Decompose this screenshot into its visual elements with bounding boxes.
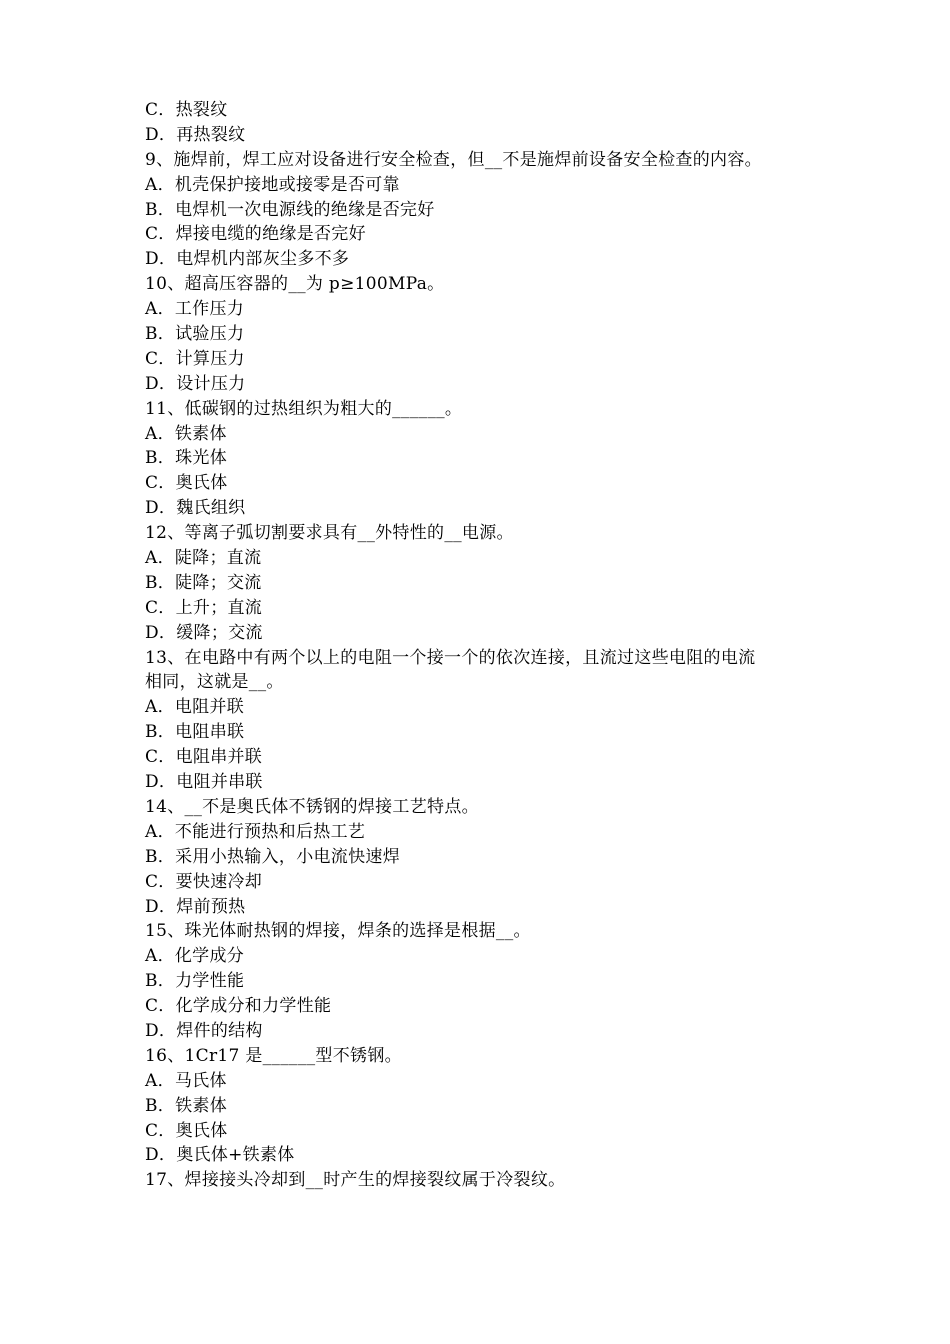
answer-option: D．魏氏组织 [145,498,246,519]
answer-option: B．力学性能 [145,971,245,992]
question-text: 13、在电路中有两个以上的电阻一个接一个的依次连接，且流过这些电阻的电流 [145,647,756,668]
question-text: 16、1Cr17 是______型不锈钢。 [145,1045,402,1066]
answer-option: A．机壳保护接地或接零是否可靠 [145,174,400,195]
question-text: 14、__不是奥氏体不锈钢的焊接工艺特点。 [145,796,479,817]
answer-option: D．再热裂纹 [145,124,246,145]
answer-option: C．奥氏体 [145,1120,228,1141]
question-text: 9、施焊前，焊工应对设备进行安全检查，但__不是施焊前设备安全检查的内容。 [145,149,762,170]
question-text: 17、焊接接头冷却到__时产生的焊接裂纹属于冷裂纹。 [145,1170,566,1191]
answer-option: B．铁素体 [145,1095,227,1116]
answer-option: D．电焊机内部灰尘多不多 [145,249,350,270]
answer-option: C．电阻串并联 [145,747,263,768]
answer-option: C．计算压力 [145,348,245,369]
question-text: 10、超高压容器的__为 p≥100MPa。 [145,274,445,295]
answer-option: B．陡降；交流 [145,572,262,593]
answer-option: A．电阻并联 [145,697,245,718]
answer-option: A．工作压力 [145,299,245,320]
answer-option: B．采用小热输入，小电流快速焊 [145,846,400,867]
answer-option: B．电焊机一次电源线的绝缘是否完好 [145,199,435,220]
question-text: 12、等离子弧切割要求具有__外特性的__电源。 [145,523,514,544]
answer-option: A．铁素体 [145,423,227,444]
answer-option: C．焊接电缆的绝缘是否完好 [145,224,366,245]
answer-option: D．电阻并串联 [145,772,263,793]
answer-option: D．焊前预热 [145,896,246,917]
answer-option: C．热裂纹 [145,100,228,120]
answer-option: C．要快速冷却 [145,871,263,892]
answer-option: D．设计压力 [145,373,246,394]
answer-option: A．陡降；直流 [145,548,262,569]
question-text: 相同，这就是__。 [145,672,284,693]
answer-option: D．焊件的结构 [145,1020,263,1041]
answer-option: B．试验压力 [145,324,245,345]
answer-option: D．缓降；交流 [145,622,263,643]
answer-option: A．化学成分 [145,946,245,967]
answer-option: B．电阻串联 [145,722,245,743]
answer-option: C．上升；直流 [145,597,263,618]
answer-option: A．马氏体 [145,1070,227,1091]
answer-option: D．奥氏体+铁素体 [145,1145,295,1166]
answer-option: C．化学成分和力学性能 [145,996,332,1017]
answer-option: A．不能进行预热和后热工艺 [145,821,366,842]
question-text: 15、珠光体耐热钢的焊接，焊条的选择是根据__。 [145,921,531,942]
answer-option: B．珠光体 [145,448,227,469]
question-text: 11、低碳钢的过热组织为粗大的______。 [145,398,463,419]
answer-option: C．奥氏体 [145,473,228,494]
exam-question-list [145,98,825,1193]
